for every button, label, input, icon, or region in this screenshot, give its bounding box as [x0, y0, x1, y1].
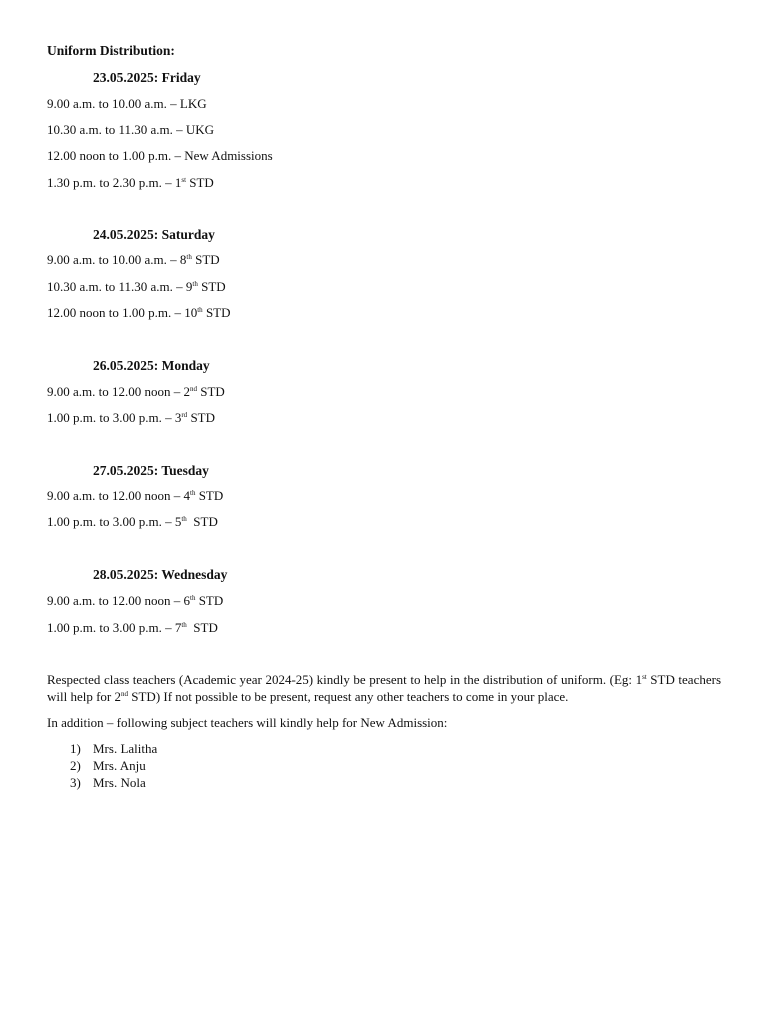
day-heading: 27.05.2025: Tuesday — [93, 463, 209, 478]
time-slot: 10.30 a.m. to 11.30 a.m. – UKG — [47, 122, 215, 137]
list-item — [70, 740, 157, 757]
time-slot: 1.30 p.m. to 2.30 p.m. – 1st STD — [47, 175, 214, 190]
list-item — [70, 774, 157, 791]
time-slot: 12.00 noon to 1.00 p.m. – 10th STD — [47, 305, 231, 320]
teacher-name: Mrs. Anju — [93, 758, 146, 773]
time-slot: 1.00 p.m. to 3.00 p.m. – 7th STD — [47, 620, 218, 635]
time-slot: 9.00 a.m. to 10.00 a.m. – 8th STD — [47, 252, 220, 267]
day-heading: 26.05.2025: Monday — [93, 358, 210, 373]
teacher-name: Mrs. Lalitha — [93, 741, 158, 756]
addition-paragraph: In addition – following subject teachers will kindly help for New Admission: — [47, 715, 448, 730]
time-slot: 1.00 p.m. to 3.00 p.m. – 5th STD — [47, 514, 218, 529]
time-slot: 9.00 a.m. to 12.00 noon – 2nd STD — [47, 384, 225, 399]
document-title: Uniform Distribution: — [47, 43, 175, 58]
time-slot: 12.00 noon to 1.00 p.m. – New Admissions — [47, 148, 273, 163]
time-slot: 9.00 a.m. to 10.00 a.m. – LKG — [47, 96, 207, 111]
list-item — [70, 757, 157, 774]
list-number: 1) — [70, 741, 81, 756]
time-slot: 1.00 p.m. to 3.00 p.m. – 3rd STD — [47, 410, 215, 425]
list-number: 3) — [70, 775, 81, 790]
time-slot: 9.00 a.m. to 12.00 noon – 6th STD — [47, 593, 224, 608]
helper-teacher-list — [70, 740, 157, 791]
list-number: 2) — [70, 758, 81, 773]
day-heading: 28.05.2025: Wednesday — [93, 567, 228, 582]
notice-paragraph: Respected class teachers (Academic year 2024-25) kindly be present to help in the distribution of uniform. (Eg: 1st STD teachers will help for 2nd STD) If not possible to be present, request any other teachers to come in your place. — [47, 672, 721, 704]
time-slot: 9.00 a.m. to 12.00 noon – 4th STD — [47, 488, 224, 503]
day-heading: 23.05.2025: Friday — [93, 70, 201, 85]
teacher-name: Mrs. Nola — [93, 775, 146, 790]
time-slot: 10.30 a.m. to 11.30 a.m. – 9th STD — [47, 279, 226, 294]
day-heading: 24.05.2025: Saturday — [93, 227, 215, 242]
